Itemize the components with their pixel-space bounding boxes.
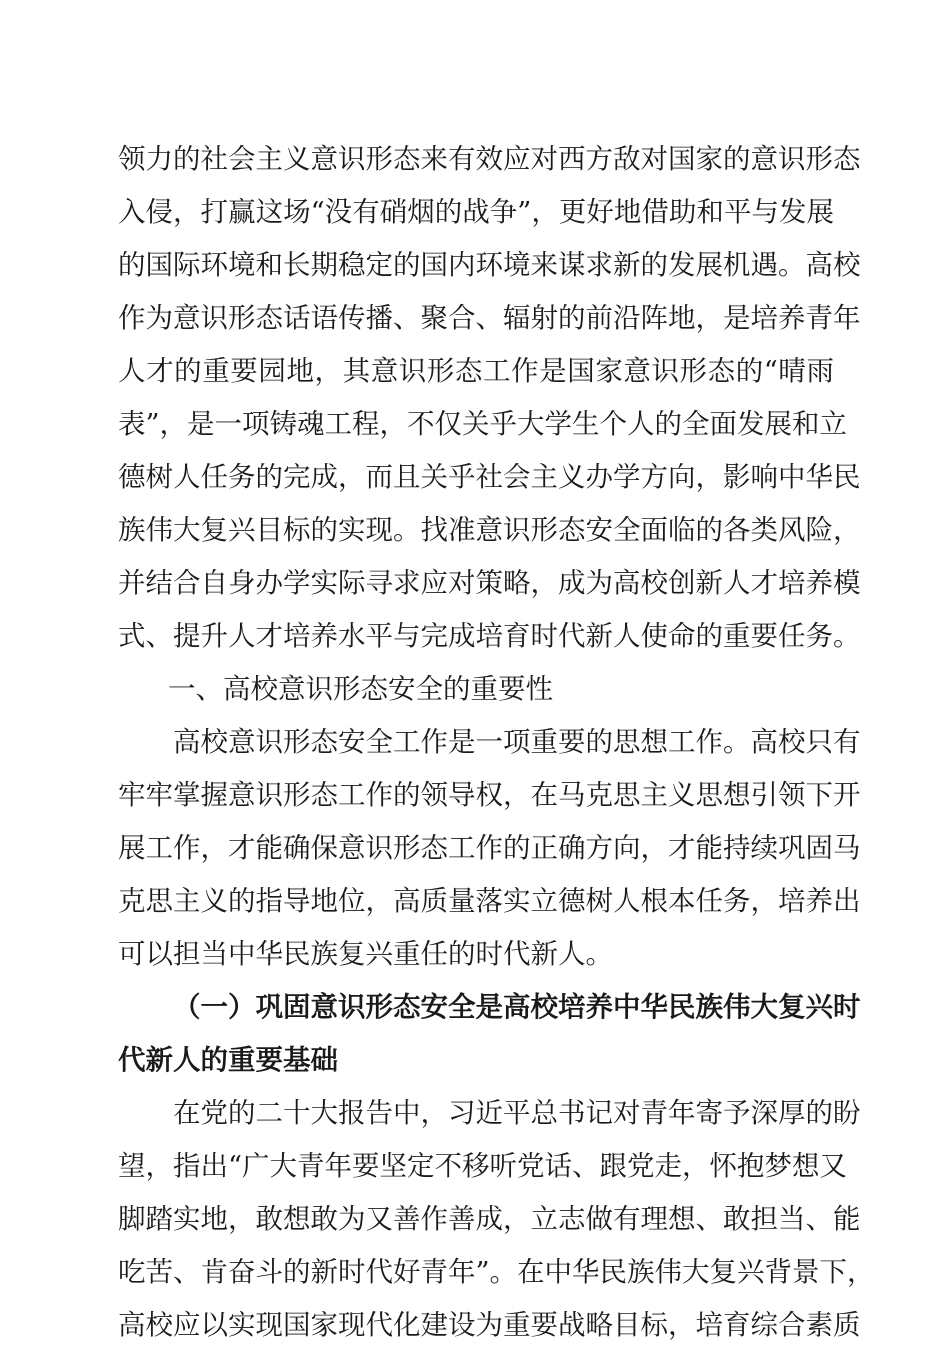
- text-line: 可以担当中华民族复兴重任的时代新人。: [118, 938, 613, 970]
- text-line: 表”，是一项铸魂工程，不仅关乎大学生个人的全面发展和立: [118, 408, 848, 440]
- section-heading: 一、高校意识形态安全的重要性: [168, 673, 553, 705]
- heading-line: （一）巩固意识形态安全是高校培养中华民族伟大复兴时: [173, 991, 861, 1023]
- text-line: 德树人任务的完成，而且关乎社会主义办学方向，影响中华民: [118, 461, 861, 493]
- text-line: 人才的重要园地，其意识形态工作是国家意识形态的“晴雨: [118, 355, 834, 387]
- paragraph: [118, 716, 861, 981]
- heading-line: 代新人的重要基础: [118, 1044, 338, 1076]
- text-line: 的国际环境和长期稳定的国内环境来谋求新的发展机遇。高校: [118, 249, 861, 281]
- text-line: 高校意识形态安全工作是一项重要的思想工作。高校只有: [173, 726, 861, 758]
- text-line: 牢牢掌握意识形态工作的领导权，在马克思主义思想引领下开: [118, 779, 861, 811]
- text-line: 入侵，打赢这场“没有硝烟的战争”，更好地借助和平与发展: [118, 196, 834, 228]
- text-line: 望，指出“广大青年要坚定不移听党话、跟党走，怀抱梦想又: [118, 1150, 848, 1182]
- text-line: 作为意识形态话语传播、聚合、辐射的前沿阵地，是培养青年: [118, 302, 861, 334]
- paragraph: [118, 1087, 875, 1352]
- subsection-heading: [118, 981, 861, 1087]
- text-line: 脚踏实地，敢想敢为又善作善成，立志做有理想、敢担当、能: [118, 1203, 861, 1235]
- text-line: 族伟大复兴目标的实现。找准意识形态安全面临的各类风险，: [118, 514, 861, 546]
- text-line: 展工作，才能确保意识形态工作的正确方向，才能持续巩固马: [118, 832, 861, 864]
- text-line: 领力的社会主义意识形态来有效应对西方敌对国家的意识形态: [118, 143, 861, 175]
- text-line: 克思主义的指导地位，高质量落实立德树人根本任务，培养出: [118, 885, 861, 917]
- document-body: [118, 133, 875, 1352]
- text-line: 式、提升人才培养水平与完成培育时代新人使命的重要任务。: [118, 620, 861, 652]
- text-line: 吃苦、肯奋斗的新时代好青年”。在中华民族伟大复兴背景下，: [118, 1256, 875, 1288]
- paragraph-continued: [118, 133, 861, 663]
- text-line: 并结合自身办学实际寻求应对策略，成为高校创新人才培养模: [118, 567, 861, 599]
- text-line: 在党的二十大报告中，习近平总书记对青年寄予深厚的盼: [173, 1097, 861, 1129]
- text-line: 高校应以实现国家现代化建设为重要战略目标，培育综合素质: [118, 1309, 861, 1341]
